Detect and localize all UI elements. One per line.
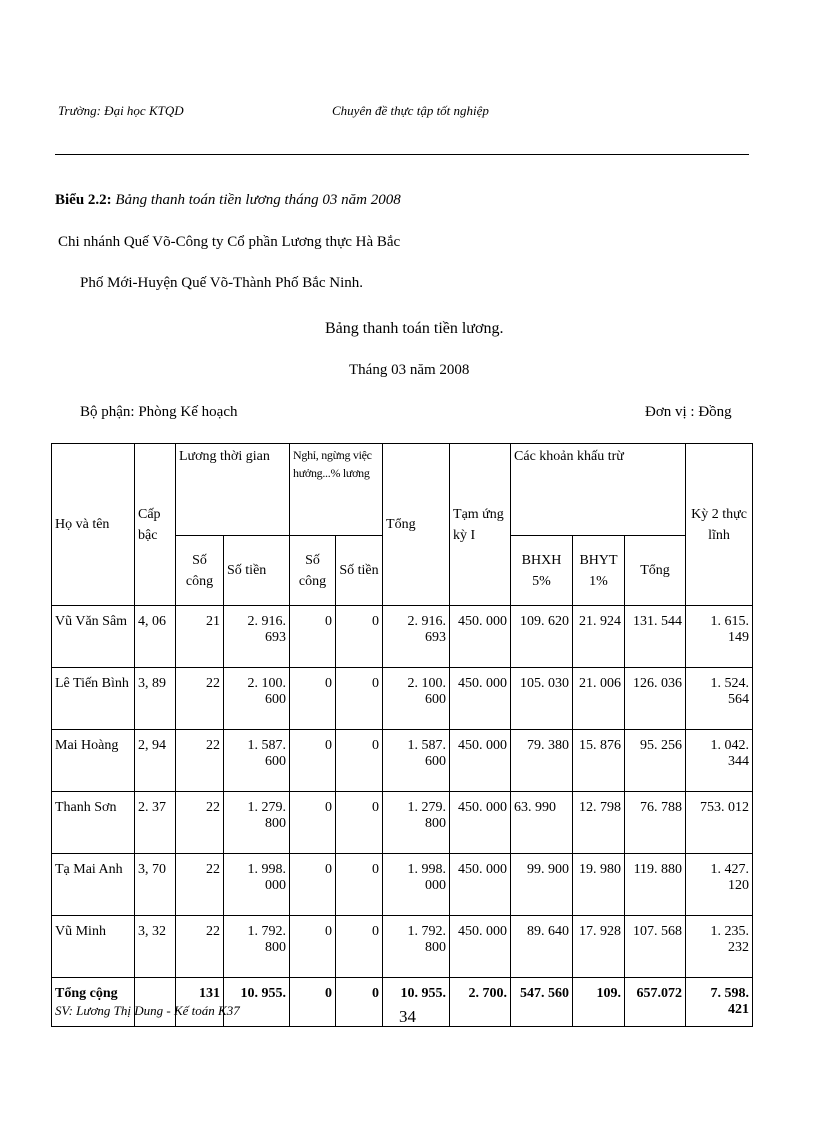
cell-leave-amount: 0 bbox=[336, 730, 383, 792]
cell-total: 1. 792. 800 bbox=[383, 916, 450, 978]
cell-bhxh: 105. 030 bbox=[511, 668, 573, 730]
cell-leave-days: 0 bbox=[290, 854, 336, 916]
header-report-title: Chuyên đề thực tập tốt nghiệp bbox=[332, 103, 489, 118]
cell-advance: 450. 000 bbox=[450, 668, 511, 730]
cell-bhxh: 89. 640 bbox=[511, 916, 573, 978]
cell-bhyt: 21. 006 bbox=[573, 668, 625, 730]
cell-leave-days: 0 bbox=[290, 606, 336, 668]
total-ded-total: 657.072 bbox=[625, 978, 686, 1027]
cell-amount: 2. 100. 600 bbox=[224, 668, 290, 730]
cell-bhxh: 63. 990 bbox=[511, 792, 573, 854]
col-net-header: Kỳ 2 thực lĩnh bbox=[686, 444, 753, 606]
cell-bhyt: 12. 798 bbox=[573, 792, 625, 854]
header-divider bbox=[55, 154, 749, 155]
footer-student: SV: Lương Thị Dung - Kế toán K37 bbox=[55, 1003, 240, 1018]
cell-total: 2. 916. 693 bbox=[383, 606, 450, 668]
total-leave-days: 0 bbox=[290, 978, 336, 1027]
cell-net: 1. 524. 564 bbox=[686, 668, 753, 730]
total-amount: 10. 955. bbox=[224, 978, 290, 1027]
cell-leave-days: 0 bbox=[290, 668, 336, 730]
cell-amount: 1. 279. 800 bbox=[224, 792, 290, 854]
cell-net: 753. 012 bbox=[686, 792, 753, 854]
col-advance-header: Tạm ứng kỳ I bbox=[450, 444, 511, 606]
cell-name: Thanh Sơn bbox=[52, 792, 135, 854]
salary-table bbox=[51, 443, 753, 1027]
total-bhyt: 109. bbox=[573, 978, 625, 1027]
table-row bbox=[52, 606, 753, 668]
cell-days: 22 bbox=[176, 916, 224, 978]
cell-leave-amount: 0 bbox=[336, 606, 383, 668]
cell-leave-days: 0 bbox=[290, 730, 336, 792]
col-leave-amount-header: Số tiền bbox=[336, 536, 383, 606]
cell-bhyt: 21. 924 bbox=[573, 606, 625, 668]
col-amount-header: Số tiền bbox=[224, 536, 290, 606]
cell-ded-total: 126. 036 bbox=[625, 668, 686, 730]
cell-total: 1. 998. 000 bbox=[383, 854, 450, 916]
cell-bhyt: 17. 928 bbox=[573, 916, 625, 978]
caption-label: Biểu 2.2: bbox=[55, 192, 112, 208]
total-bhxh: 547. 560 bbox=[511, 978, 573, 1027]
col-leave-header: Nghỉ, ngừng việc hưởng...% lương bbox=[290, 444, 383, 536]
caption-title: Bảng thanh toán tiền lương tháng 03 năm 2008 bbox=[115, 192, 401, 208]
col-name-header: Họ và tên bbox=[52, 444, 135, 606]
cell-name: Mai Hoàng bbox=[52, 730, 135, 792]
table-month: Tháng 03 năm 2008 bbox=[349, 362, 470, 378]
col-leave-days-header: Số công bbox=[290, 536, 336, 606]
cell-bhyt: 15. 876 bbox=[573, 730, 625, 792]
table-row bbox=[52, 668, 753, 730]
total-grade bbox=[135, 978, 176, 1027]
cell-total: 1. 587. 600 bbox=[383, 730, 450, 792]
cell-leave-amount: 0 bbox=[336, 792, 383, 854]
company-line-1: Chi nhánh Quế Võ-Công ty Cổ phần Lương thực Hà Bắc bbox=[58, 234, 401, 250]
total-label: Tổng cộng bbox=[52, 978, 135, 1027]
cell-name: Tạ Mai Anh bbox=[52, 854, 135, 916]
col-ded-total-header: Tổng bbox=[625, 536, 686, 606]
cell-total: 2. 100. 600 bbox=[383, 668, 450, 730]
cell-grade: 2. 37 bbox=[135, 792, 176, 854]
cell-amount: 1. 998. 000 bbox=[224, 854, 290, 916]
cell-days: 22 bbox=[176, 792, 224, 854]
cell-amount: 2. 916. 693 bbox=[224, 606, 290, 668]
cell-grade: 3, 89 bbox=[135, 668, 176, 730]
unit-label: Đơn vị : Đồng bbox=[645, 404, 732, 420]
company-line-2: Phố Mới-Huyện Quế Võ-Thành Phố Bắc Ninh. bbox=[80, 275, 364, 291]
cell-advance: 450. 000 bbox=[450, 854, 511, 916]
cell-amount: 1. 587. 600 bbox=[224, 730, 290, 792]
cell-leave-days: 0 bbox=[290, 916, 336, 978]
col-time-wage-header: Lương thời gian bbox=[176, 444, 290, 536]
table-row bbox=[52, 730, 753, 792]
cell-bhxh: 99. 900 bbox=[511, 854, 573, 916]
cell-name: Vũ Văn Sâm bbox=[52, 606, 135, 668]
cell-total: 1. 279. 800 bbox=[383, 792, 450, 854]
cell-ded-total: 119. 880 bbox=[625, 854, 686, 916]
col-days-header: Số công bbox=[176, 536, 224, 606]
cell-name: Lê Tiến Bình bbox=[52, 668, 135, 730]
cell-leave-days: 0 bbox=[290, 792, 336, 854]
cell-bhyt: 19. 980 bbox=[573, 854, 625, 916]
col-grade-header: Cấp bậc bbox=[135, 444, 176, 606]
table-row bbox=[52, 916, 753, 978]
cell-days: 22 bbox=[176, 854, 224, 916]
cell-bhxh: 109. 620 bbox=[511, 606, 573, 668]
cell-advance: 450. 000 bbox=[450, 730, 511, 792]
caption bbox=[55, 192, 401, 209]
cell-net: 1. 427. 120 bbox=[686, 854, 753, 916]
header-school: Trường: Đại học KTQD bbox=[58, 103, 184, 118]
total-advance: 2. 700. bbox=[450, 978, 511, 1027]
total-net: 7. 598. 421 bbox=[686, 978, 753, 1027]
col-deductions-header: Các khoản khấu trừ bbox=[511, 444, 686, 536]
cell-advance: 450. 000 bbox=[450, 606, 511, 668]
table-row bbox=[52, 792, 753, 854]
table-title: Bảng thanh toán tiền lương. bbox=[325, 320, 504, 337]
cell-ded-total: 107. 568 bbox=[625, 916, 686, 978]
cell-days: 21 bbox=[176, 606, 224, 668]
table-row bbox=[52, 854, 753, 916]
total-leave-amount: 0 bbox=[336, 978, 383, 1027]
total-days: 131 bbox=[176, 978, 224, 1027]
cell-net: 1. 235. 232 bbox=[686, 916, 753, 978]
cell-bhxh: 79. 380 bbox=[511, 730, 573, 792]
page-number: 34 bbox=[399, 1007, 416, 1026]
total-total: 10. 955. bbox=[383, 978, 450, 1027]
col-bhyt-header: BHYT 1% bbox=[573, 536, 625, 606]
cell-leave-amount: 0 bbox=[336, 916, 383, 978]
cell-net: 1. 042. 344 bbox=[686, 730, 753, 792]
cell-grade: 2, 94 bbox=[135, 730, 176, 792]
department-label: Bộ phận: Phòng Kế hoạch bbox=[80, 404, 238, 420]
cell-grade: 4, 06 bbox=[135, 606, 176, 668]
cell-grade: 3, 70 bbox=[135, 854, 176, 916]
cell-leave-amount: 0 bbox=[336, 668, 383, 730]
cell-ded-total: 76. 788 bbox=[625, 792, 686, 854]
cell-advance: 450. 000 bbox=[450, 792, 511, 854]
col-total-header: Tổng bbox=[383, 444, 450, 606]
cell-amount: 1. 792. 800 bbox=[224, 916, 290, 978]
cell-grade: 3, 32 bbox=[135, 916, 176, 978]
cell-net: 1. 615. 149 bbox=[686, 606, 753, 668]
cell-ded-total: 95. 256 bbox=[625, 730, 686, 792]
cell-name: Vũ Minh bbox=[52, 916, 135, 978]
cell-leave-amount: 0 bbox=[336, 854, 383, 916]
cell-days: 22 bbox=[176, 730, 224, 792]
cell-days: 22 bbox=[176, 668, 224, 730]
cell-advance: 450. 000 bbox=[450, 916, 511, 978]
col-bhxh-header: BHXH 5% bbox=[511, 536, 573, 606]
cell-ded-total: 131. 544 bbox=[625, 606, 686, 668]
